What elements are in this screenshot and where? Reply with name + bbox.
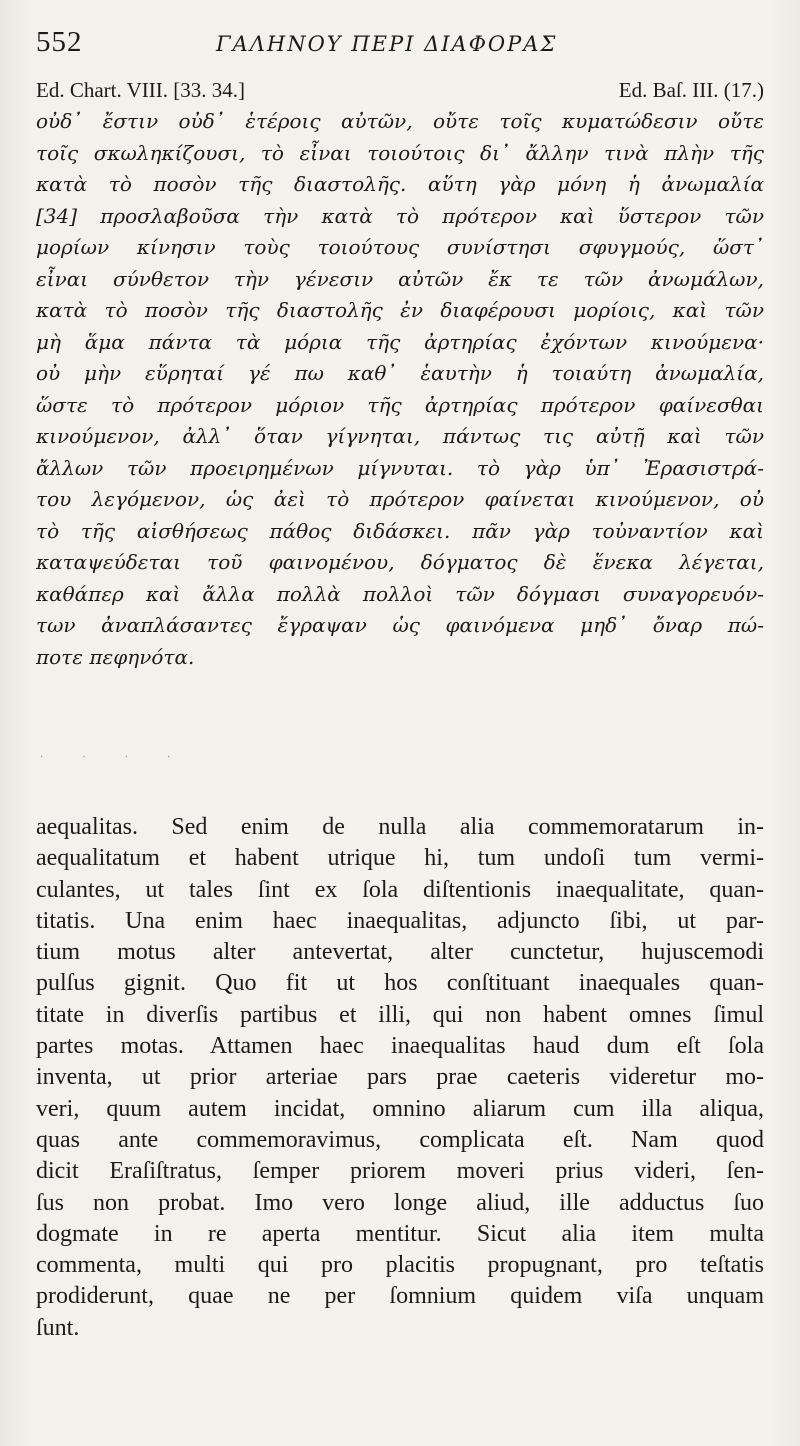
- greek-line: του λεγόμενον, ὡς ἀεὶ τὸ πρότερον φαίνεται κινούμενον, οὐ: [36, 487, 764, 511]
- latin-line: dicit Eraſiſtratus, ſemper priorem moveri prius videri, ſen-: [36, 1158, 764, 1185]
- greek-line: [34] προσλαβοῦσα τὴν κατὰ τὸ πρότερον καὶ ὕστερον τῶν: [36, 203, 764, 228]
- latin-line: veri, quum autem incidat, omnino aliarum cum illa aliqua,: [36, 1095, 764, 1122]
- edition-chartier: Ed. Chart. VIII. [33. 34.]: [36, 78, 245, 102]
- latin-line: tium motus alter antevertat, alter cunctetur, hujuscemodi: [36, 939, 764, 966]
- greek-line: μὴ ἅμα πάντα τὰ μόρια τῆς ἀρτηρίας ἐχόντων κινούμενα·: [36, 329, 764, 354]
- latin-text-block: [36, 812, 764, 1344]
- latin-line: quas ante commemoravimus, complicata eſt. Nam quod: [36, 1126, 764, 1153]
- latin-line: inventa, ut prior arteriae pars prae caeteris videretur mo-: [36, 1064, 764, 1091]
- edition-references: [36, 78, 764, 106]
- greek-line: τοῖς σκωληκίζουσι, τὸ εἶναι τοιούτοις δι᾽ ἄλλην τινὰ πλὴν τῆς: [36, 140, 764, 165]
- greek-line: κατὰ τὸ ποσὸν τῆς διαστολῆς ἐν διαφέρουσι μορίοις, καὶ τῶν: [36, 298, 764, 322]
- greek-text-block: [36, 106, 764, 673]
- latin-line: prodiderunt, quae ne per ſomnium quidem viſa unquam: [36, 1283, 764, 1310]
- running-title: ΓΑΛΗΝΟΥ ΠΕΡΙ ΔΙΑΦΟΡΑΣ: [216, 32, 558, 56]
- bleed-through-marks: · · · ·: [40, 752, 189, 763]
- greek-line: ποτε πεφηνότα.: [36, 644, 195, 669]
- greek-line: ἄλλων τῶν προειρημένων μίγνυται. τὸ γὰρ ὑπ᾽ Ἐρασιστρά-: [36, 455, 764, 480]
- greek-line: ὥστε τὸ πρότερον μόριον τῆς ἀρτηρίας πρότερον φαίνεσθαι: [36, 392, 764, 417]
- latin-line: ſus non probat. Imo vero longe aliud, ille adductus ſuo: [36, 1189, 764, 1216]
- latin-line: titatis. Una enim haec inaequalitas, adjuncto ſibi, ut par-: [36, 907, 764, 934]
- greek-line: μορίων κίνησιν τοὺς τοιούτους συνίστησι σφυγμούς, ὥστ᾽: [36, 235, 764, 259]
- latin-line: commenta, multi qui pro placitis propugnant, pro teſtatis: [36, 1252, 764, 1279]
- greek-line: των ἀναπλάσαντες ἔγραψαν ὡς φαινόμενα μηδ᾽ ὄναρ πώ-: [36, 613, 764, 637]
- greek-line: καθάπερ καὶ ἄλλα πολλὰ πολλοὶ τῶν δόγμασι συναγορευόν-: [36, 581, 764, 606]
- latin-line: ſunt.: [36, 1314, 80, 1341]
- greek-line: κινούμενον, ἀλλ᾽ ὅταν γίγνηται, πάντως τις αὐτῇ καὶ τῶν: [36, 424, 764, 448]
- latin-line: titate in diverſis partibus et illi, qui non habent omnes ſimul: [36, 1001, 764, 1028]
- page-number: 552: [36, 26, 83, 58]
- greek-line: οὐ μὴν εὕρηταί γέ πω καθ᾽ ἑαυτὴν ἡ τοιαύτη ἀνωμαλία,: [36, 361, 764, 385]
- latin-line: partes motas. Attamen haec inaequalitas haud dum eſt ſola: [36, 1033, 764, 1060]
- greek-line: τὸ τῆς αἰσθήσεως πάθος διδάσκει. πᾶν γὰρ τοὐναντίον καὶ: [36, 518, 764, 543]
- edition-basel: Ed. Baſ. III. (17.): [618, 78, 764, 102]
- greek-line: κατὰ τὸ ποσὸν τῆς διαστολῆς. αὕτη γὰρ μόνη ἡ ἀνωμαλία: [36, 172, 764, 196]
- latin-line: aequalitas. Sed enim de nulla alia commemoratarum in-: [36, 814, 764, 840]
- page-header: [36, 26, 776, 66]
- latin-line: aequalitatum et habent utrique hi, tum undoſi tum vermi-: [36, 845, 764, 872]
- latin-line: culantes, ut tales ſint ex ſola diſtentionis inaequalitate, quan-: [36, 876, 764, 903]
- latin-line: dogmate in re aperta mentitur. Sicut alia item multa: [36, 1220, 764, 1247]
- greek-line: εἶναι σύνθετον τὴν γένεσιν αὐτῶν ἔκ τε τῶν ἀνωμάλων,: [36, 266, 764, 291]
- greek-line: καταψεύδεται τοῦ φαινομένου, δόγματος δὲ ἕνεκα λέγεται,: [36, 550, 764, 574]
- latin-line: pulſus gignit. Quo fit ut hos conſtituant inaequales quan-: [36, 970, 764, 997]
- greek-line: οὐδ᾽ ἔστιν οὐδ᾽ ἑτέροις αὐτῶν, οὔτε τοῖς κυματώδεσιν οὔτε: [36, 109, 764, 133]
